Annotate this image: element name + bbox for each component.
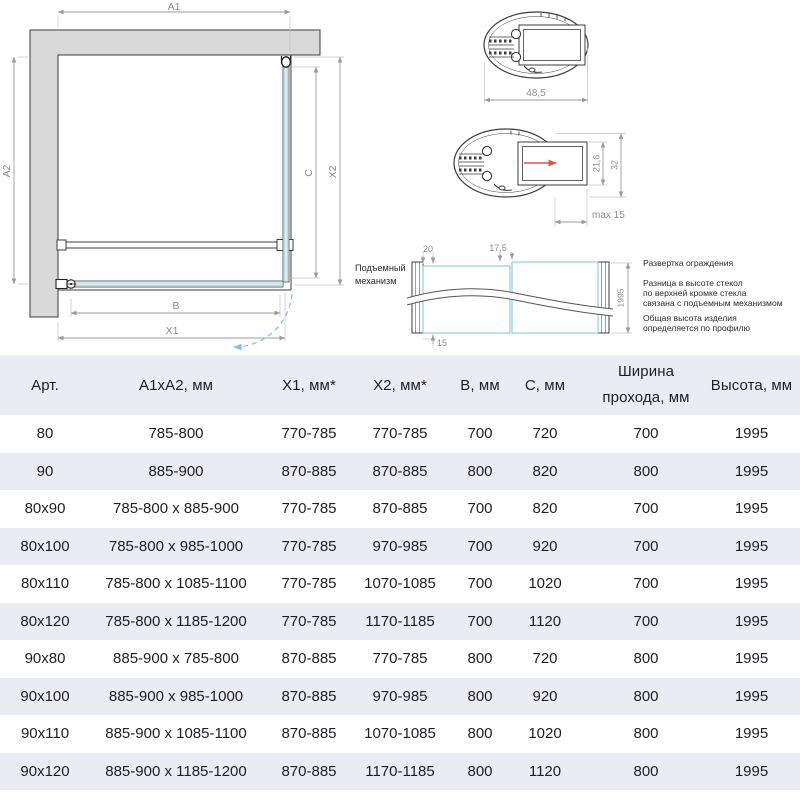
unfold-glass-left — [423, 266, 510, 333]
dim-21-6 — [589, 142, 607, 185]
dim-max-15 — [555, 189, 625, 226]
table-cell: 800 — [633, 650, 659, 668]
table-cell: 1995 — [734, 425, 769, 443]
dim-label-max-15: max 15 — [592, 210, 625, 221]
col-header-b: B, мм — [460, 376, 500, 394]
table-cell: 1995 — [734, 612, 769, 630]
support-bar — [57, 240, 293, 251]
table-cell: 770-785 — [372, 650, 428, 668]
mechanism-label-line1: Подъемный — [355, 263, 406, 273]
table-cell: 785-800 x 1085-1100 — [105, 575, 247, 593]
note-line: по верхней кромке стекла — [643, 288, 747, 298]
table-cell: 820 — [532, 462, 558, 480]
table-cell: 800 — [633, 462, 659, 480]
table-cell: 700 — [633, 425, 659, 443]
table-cell: 90x120 — [20, 762, 70, 780]
table-cell: 700 — [467, 425, 493, 443]
table-cell: 1995 — [734, 575, 769, 593]
table-cell: 770-785 — [281, 500, 337, 518]
dim-15 — [423, 333, 447, 348]
table-cell: 770-785 — [372, 425, 428, 443]
dim-label-1995: 1995 — [615, 288, 626, 308]
table-row — [0, 640, 800, 678]
dim-label-20: 20 — [422, 244, 434, 254]
table-cell: 1995 — [734, 687, 769, 705]
table-cell: 1995 — [734, 537, 769, 555]
table-cell: 1070-1085 — [364, 725, 436, 743]
table-row — [0, 490, 800, 528]
table-cell: 1070-1085 — [364, 575, 436, 593]
dim-c — [289, 67, 320, 278]
table-cell: 870-885 — [281, 762, 337, 780]
table-row — [0, 715, 800, 753]
col-header-a1xa2: A1xA2, мм — [138, 376, 214, 394]
table-cell: 720 — [532, 425, 558, 443]
table-cell: 80x110 — [20, 575, 70, 593]
table-cell: 700 — [633, 537, 659, 555]
col-header-x1: X1, мм* — [282, 376, 336, 394]
dim-label-48-5: 48,5 — [526, 88, 546, 99]
table-cell: 1995 — [734, 500, 769, 518]
table-cell: 1120 — [528, 762, 562, 780]
table-cell: 1170-1185 — [365, 762, 435, 780]
dim-label-b: B — [172, 300, 180, 312]
dim-20 — [423, 244, 433, 264]
dim-b — [71, 295, 280, 317]
table-cell: 1995 — [734, 650, 769, 668]
dim-x2 — [294, 57, 344, 285]
table-cell: 1170-1185 — [365, 612, 435, 630]
table-cell: 770-785 — [281, 537, 337, 555]
unfold-view-diagram — [355, 243, 783, 348]
table-cell: 1995 — [734, 462, 769, 480]
table-cell: 885-900 x 1185-1200 — [105, 762, 247, 780]
note-line: связана с подъемным механизмом — [643, 298, 783, 308]
table-cell: 885-900 x 785-800 — [113, 650, 239, 668]
table-cell: 970-985 — [372, 537, 428, 555]
table-cell: 785-800 x 1185-1200 — [105, 612, 247, 630]
glass-panel-right — [283, 62, 289, 282]
col-header-art: Арт. — [31, 376, 59, 394]
note-line: Разница в высоте стекол — [643, 278, 743, 288]
note-line: определяется по профилю — [643, 323, 751, 333]
col-header-x2: X2, мм* — [373, 376, 427, 394]
table-row — [0, 753, 800, 791]
door-swing-arc — [234, 294, 292, 347]
dim-1995 — [611, 263, 632, 333]
table-cell: 800 — [467, 762, 493, 780]
table-cell: 1020 — [528, 725, 562, 743]
table-cell: 800 — [633, 762, 659, 780]
table-cell: 80x120 — [20, 612, 70, 630]
col-header-passage-width: Ширина прохода, мм — [602, 362, 690, 406]
dim-label-a1: A1 — [167, 1, 181, 13]
note-line: Развертка ограждения — [643, 258, 734, 268]
table-cell: 870-885 — [281, 687, 337, 705]
table-cell: 80x90 — [24, 500, 66, 518]
table-cell: 885-900 x 985-1000 — [108, 687, 244, 705]
table-cell: 870-885 — [372, 500, 428, 518]
table-cell: 700 — [467, 500, 493, 518]
profile-section-side — [454, 129, 626, 226]
table-cell: 700 — [633, 612, 659, 630]
dim-17-5 — [489, 243, 512, 262]
table-cell: 720 — [532, 650, 558, 668]
col-header-height: Высота, мм — [710, 376, 793, 394]
table-cell: 800 — [467, 687, 493, 705]
table-row — [0, 565, 800, 603]
table-cell: 920 — [532, 687, 558, 705]
table-cell: 700 — [467, 612, 493, 630]
table-cell: 785-800 x 985-1000 — [108, 537, 244, 555]
table-cell: 770-785 — [281, 612, 337, 630]
glass-panel-bottom — [62, 281, 283, 287]
table-cell: 820 — [532, 500, 558, 518]
table-cell: 90x110 — [20, 725, 70, 743]
dim-label-21-6: 21,6 — [591, 154, 602, 173]
table-row — [0, 603, 800, 641]
table-cell: 90x100 — [20, 687, 70, 705]
table-cell: 800 — [467, 725, 493, 743]
table-cell: 800 — [467, 462, 493, 480]
table-cell: 885-900 x 1085-1100 — [105, 725, 247, 743]
table-cell: 700 — [467, 537, 493, 555]
table-cell: 870-885 — [372, 462, 428, 480]
mechanism-label-line2: механизм — [355, 276, 397, 286]
table-cell: 885-900 — [148, 462, 204, 480]
dim-a2 — [1, 57, 28, 284]
unfold-right-profile — [598, 262, 609, 333]
dim-label-x2: X2 — [327, 165, 339, 179]
table-row — [0, 415, 800, 453]
table-cell: 785-800 x 885-900 — [113, 500, 239, 518]
table-cell: 80 — [36, 425, 54, 443]
spec-table — [0, 355, 800, 790]
table-cell: 870-885 — [281, 650, 337, 668]
table-header-row — [0, 355, 800, 415]
table-body — [0, 415, 800, 790]
technical-drawings — [0, 0, 800, 352]
unfold-notes — [643, 258, 783, 333]
table-row — [0, 528, 800, 566]
table-row — [0, 453, 800, 491]
table-cell: 1120 — [528, 612, 562, 630]
table-cell: 90 — [36, 462, 54, 480]
table-cell: 800 — [633, 725, 659, 743]
table-cell: 90x80 — [24, 650, 66, 668]
table-cell: 80x100 — [20, 537, 70, 555]
table-cell: 1995 — [734, 725, 769, 743]
top-hinge — [282, 56, 291, 67]
dim-label-x1: X1 — [165, 325, 179, 337]
table-cell: 700 — [467, 575, 493, 593]
plan-view-diagram — [1, 1, 344, 347]
table-cell: 1995 — [734, 762, 769, 780]
profile-section-top — [484, 12, 588, 104]
table-cell: 770-785 — [281, 575, 337, 593]
lift-mechanism — [56, 280, 75, 289]
table-cell: 920 — [532, 537, 558, 555]
dim-label-a2: A2 — [1, 164, 13, 178]
table-cell: 800 — [633, 687, 659, 705]
col-header-c: C, мм — [524, 376, 566, 394]
table-cell: 1020 — [528, 575, 562, 593]
table-cell: 800 — [467, 650, 493, 668]
note-line: Общая высота изделия — [643, 313, 737, 323]
dim-label-17-5: 17,5 — [489, 243, 507, 253]
table-cell: 870-885 — [281, 725, 337, 743]
table-cell: 700 — [633, 575, 659, 593]
table-cell: 785-800 — [148, 425, 204, 443]
dim-label-c: C — [303, 169, 315, 177]
table-row — [0, 678, 800, 716]
dim-label-32: 32 — [609, 159, 620, 171]
walls-shape — [30, 30, 320, 317]
table-cell: 700 — [633, 500, 659, 518]
table-cell: 770-785 — [281, 425, 337, 443]
table-cell: 870-885 — [281, 462, 337, 480]
dim-label-15: 15 — [437, 338, 448, 348]
table-cell: 970-985 — [372, 687, 428, 705]
